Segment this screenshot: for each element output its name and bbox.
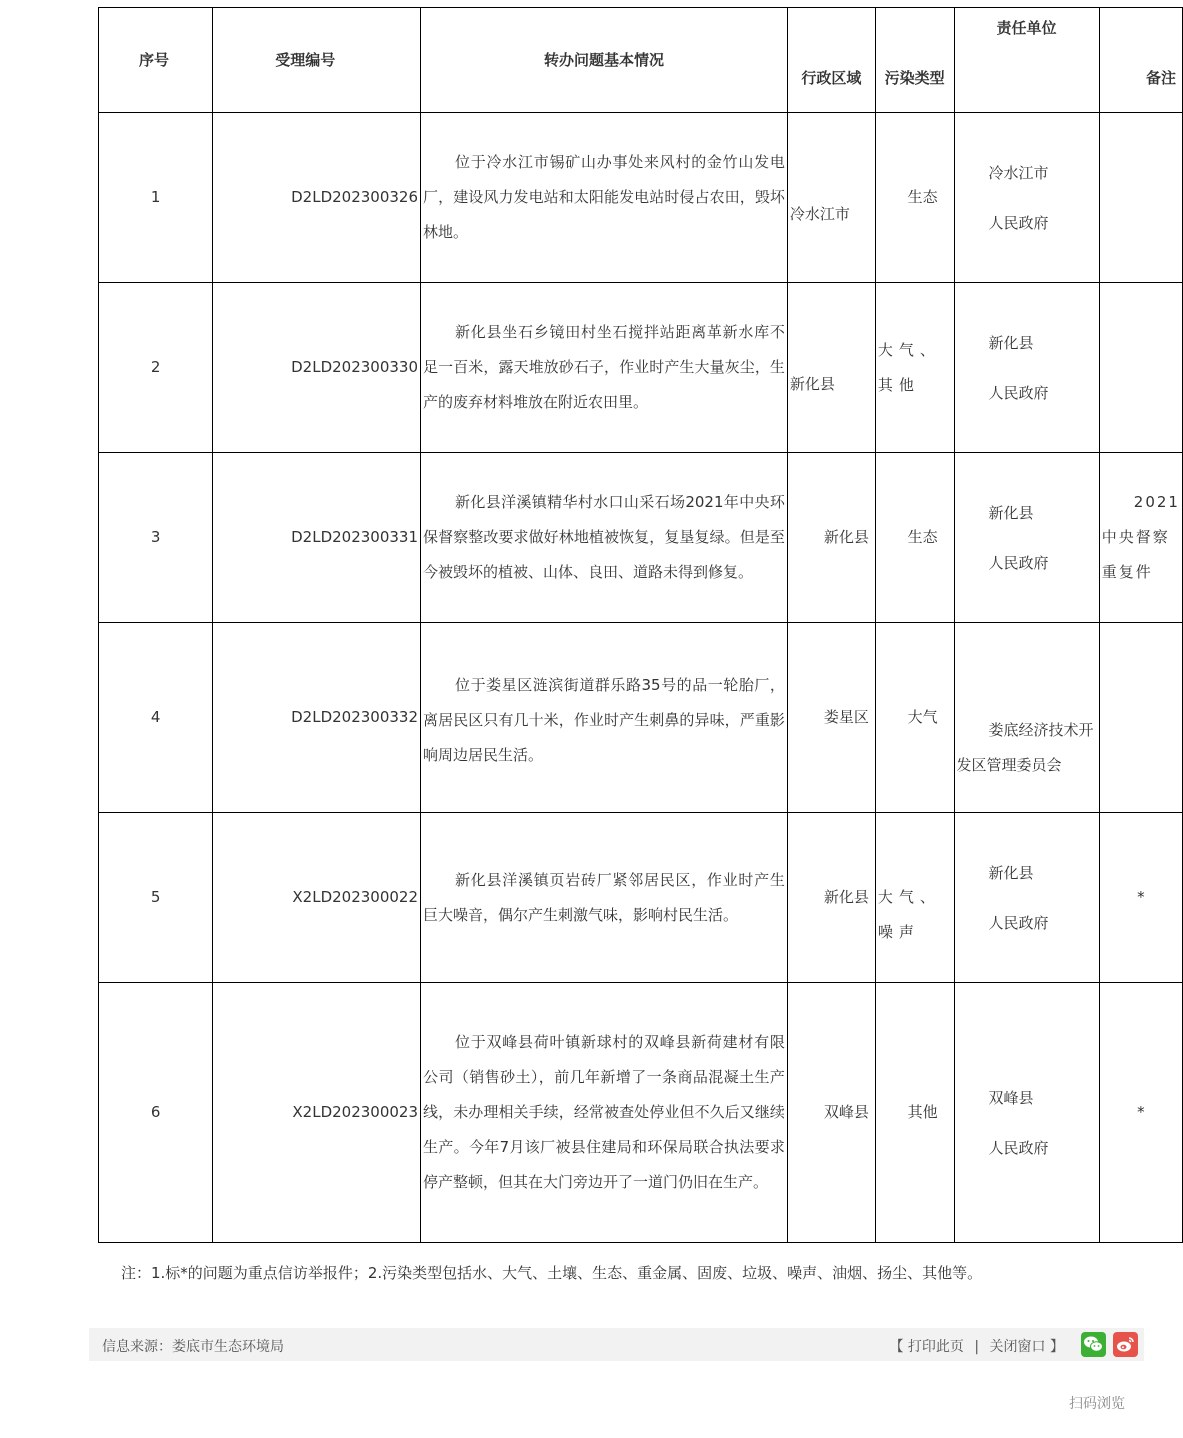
table-row	[99, 283, 1183, 453]
row-remark	[1099, 283, 1182, 453]
row-resp	[954, 623, 1099, 813]
row-seq: 6	[99, 983, 213, 1243]
row-desc-text: 位于娄星区涟滨街道群乐路35号的品一轮胎厂，离居民区只有几十米，作业时产生刺鼻的异味，严重影响周边居民生活。	[423, 676, 785, 764]
issues-table	[98, 7, 1183, 1243]
table-row	[99, 983, 1183, 1243]
row-desc	[421, 623, 788, 813]
info-source: 信息来源：娄底市生态环境局	[102, 1339, 284, 1355]
row-region: 冷水江市	[787, 113, 875, 283]
separator: |	[974, 1339, 980, 1355]
row-resp	[954, 113, 1099, 283]
row-region: 新化县	[787, 813, 875, 983]
row-resp-line1: 新化县	[988, 333, 1034, 352]
row-seq: 4	[99, 623, 213, 813]
row-type: 生态	[875, 113, 954, 283]
row-desc	[421, 813, 788, 983]
row-code: D2LD202300326	[213, 113, 421, 283]
row-resp-line1: 娄底经济技术开发区管理委员会	[956, 720, 1094, 774]
row-type: 生态	[875, 453, 954, 623]
wechat-share-icon[interactable]	[1081, 1332, 1106, 1357]
row-desc	[421, 453, 788, 623]
row-remark: 2021中央督察重复件	[1099, 453, 1182, 623]
table-header-row	[99, 8, 1183, 113]
row-resp-line2: 人民政府	[988, 553, 1049, 572]
row-type: 大气、其他	[875, 283, 954, 453]
row-code: D2LD202300330	[213, 283, 421, 453]
row-desc-text: 新化县洋溪镇精华村水口山采石场2021年中央环保督察整改要求做好林地植被恢复，复垦复绿。但是至今被毁坏的植被、山体、良田、道路未得到修复。	[423, 493, 785, 581]
row-region: 双峰县	[787, 983, 875, 1243]
row-region: 娄星区	[787, 623, 875, 813]
row-type: 大气	[875, 623, 954, 813]
row-type: 其他	[875, 983, 954, 1243]
row-resp-line1: 新化县	[988, 863, 1034, 882]
header-resp: 责任单位	[954, 8, 1099, 113]
table-note: 注：1.标*的问题为重点信访举报件；2.污染类型包括水、大气、土壤、生态、重金属、固废、垃圾、噪声、油烟、扬尘、其他等。	[121, 1264, 983, 1282]
row-resp	[954, 813, 1099, 983]
table-row	[99, 113, 1183, 283]
scan-qr-label: 扫码浏览	[1069, 1396, 1125, 1412]
header-type: 污染类型	[875, 8, 954, 113]
header-region: 行政区域	[787, 8, 875, 113]
footer-actions	[889, 1336, 1064, 1356]
table-row	[99, 623, 1183, 813]
header-desc: 转办问题基本情况	[421, 8, 788, 113]
row-code: D2LD202300332	[213, 623, 421, 813]
row-code: X2LD202300023	[213, 983, 421, 1243]
row-desc	[421, 113, 788, 283]
row-seq: 2	[99, 283, 213, 453]
row-code: D2LD202300331	[213, 453, 421, 623]
row-desc-text: 新化县坐石乡镜田村坐石搅拌站距离革新水库不足一百米，露天堆放砂石子，作业时产生大量灰尘，生产的废弃材料堆放在附近农田里。	[423, 323, 785, 411]
row-resp-line2: 人民政府	[988, 1138, 1049, 1157]
close-window-link[interactable]: 关闭窗口	[989, 1339, 1046, 1355]
row-desc-text: 位于冷水江市锡矿山办事处来风村的金竹山发电厂，建设风力发电站和太阳能发电站时侵占农田，毁坏林地。	[423, 153, 785, 241]
header-seq: 序号	[99, 8, 213, 113]
row-resp-line2: 人民政府	[988, 213, 1049, 232]
table-row	[99, 453, 1183, 623]
row-code: X2LD202300022	[213, 813, 421, 983]
header-code: 受理编号	[213, 8, 421, 113]
row-resp-line1: 新化县	[988, 503, 1034, 522]
row-seq: 5	[99, 813, 213, 983]
row-resp-line2: 人民政府	[988, 383, 1049, 402]
row-seq: 3	[99, 453, 213, 623]
row-resp-line1: 双峰县	[988, 1088, 1034, 1107]
row-desc-text: 新化县洋溪镇页岩砖厂紧邻居民区，作业时产生巨大噪音，偶尔产生刺激气味，影响村民生活。	[423, 871, 785, 924]
row-remark: *	[1099, 983, 1182, 1243]
table-row	[99, 813, 1183, 983]
weibo-share-icon[interactable]	[1113, 1332, 1138, 1357]
header-remark: 备注	[1099, 8, 1182, 113]
row-remark	[1099, 623, 1182, 813]
row-region: 新化县	[787, 283, 875, 453]
row-type: 大气、噪声	[875, 813, 954, 983]
row-remark	[1099, 113, 1182, 283]
row-resp	[954, 453, 1099, 623]
row-desc	[421, 283, 788, 453]
print-page-link[interactable]: 打印此页	[907, 1339, 964, 1355]
row-resp	[954, 283, 1099, 453]
row-region: 新化县	[787, 453, 875, 623]
row-remark: *	[1099, 813, 1182, 983]
row-resp	[954, 983, 1099, 1243]
row-resp-line2: 人民政府	[988, 913, 1049, 932]
bracket-close: 】	[1050, 1339, 1064, 1355]
row-desc-text: 位于双峰县荷叶镇新球村的双峰县新荷建材有限公司（销售砂土），前几年新增了一条商品混凝土生产线，未办理相关手续，经常被查处停业但不久后又继续生产。今年7月该厂被县住建局和环保局联合执法要求停产整顿，但其在大门旁边开了一道门仍旧在生产。	[423, 1033, 785, 1191]
row-desc	[421, 983, 788, 1243]
row-resp-line1: 冷水江市	[988, 163, 1049, 182]
bracket-open: 【	[889, 1339, 904, 1355]
footer-bar	[89, 1328, 1144, 1361]
row-seq: 1	[99, 113, 213, 283]
